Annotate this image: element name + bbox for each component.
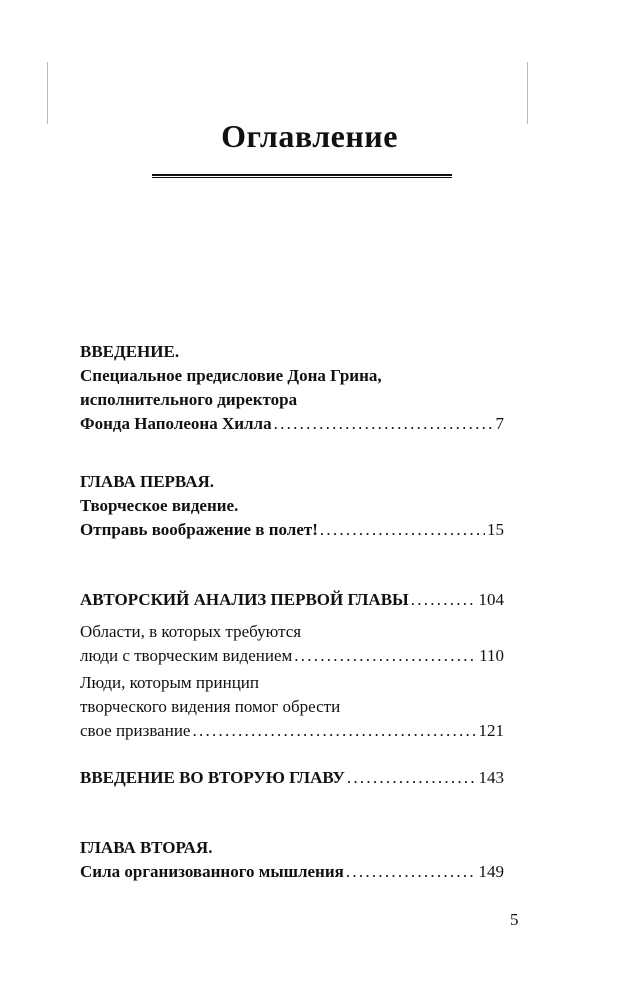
page-ref: 104 — [478, 590, 504, 609]
dot-leader — [346, 860, 477, 884]
dot-leader — [411, 588, 477, 612]
toc-line — [80, 860, 504, 884]
title-rule — [152, 174, 452, 178]
toc-line — [80, 588, 504, 612]
page-ref: 149 — [478, 862, 504, 881]
dot-leader — [347, 766, 477, 790]
toc-text: Творческое видение. — [80, 496, 239, 515]
dot-leader — [320, 518, 485, 542]
toc-line — [80, 364, 504, 388]
page-ref: 143 — [478, 768, 504, 787]
toc-line — [80, 470, 504, 494]
toc-line — [80, 494, 504, 518]
page-ref: 110 — [479, 646, 504, 665]
toc-entry-author-analysis — [80, 588, 504, 743]
crop-mark-left — [47, 62, 48, 124]
page-ref: 121 — [478, 721, 504, 740]
page-number: 5 — [510, 910, 519, 929]
dot-leader — [294, 644, 477, 668]
toc-line — [80, 620, 504, 644]
toc-text: Фонда Наполеона Хилла — [80, 414, 272, 433]
toc-heading: ГЛАВА ВТОРАЯ. — [80, 838, 213, 857]
toc-line — [80, 518, 504, 542]
toc-line — [80, 836, 504, 860]
toc-text: Области, в которых требуются — [80, 622, 302, 641]
toc-entry-chapter-two — [80, 836, 504, 884]
toc-entry-intro-chapter-two — [80, 766, 504, 790]
toc-heading: АВТОРСКИЙ АНАЛИЗ ПЕРВОЙ ГЛАВЫ — [80, 590, 409, 609]
toc-text: люди с творческим видением — [80, 646, 293, 665]
toc-heading: ВВЕДЕНИЕ ВО ВТОРУЮ ГЛАВУ — [80, 768, 345, 787]
toc-line — [80, 388, 504, 412]
page-ref: 15 — [487, 520, 504, 539]
toc-entry-chapter-one — [80, 470, 504, 542]
crop-mark-right — [527, 62, 528, 124]
toc-text: Специальное предисловие Дона Грина, — [80, 366, 382, 385]
toc-line — [80, 719, 504, 743]
toc-text: Сила организованного мышления — [80, 862, 344, 881]
toc-line — [80, 412, 504, 436]
dot-leader — [192, 719, 476, 743]
toc-line — [80, 340, 504, 364]
toc-text: творческого видения помог обрести — [80, 697, 341, 716]
page-ref: 7 — [495, 414, 504, 433]
toc-line — [80, 695, 504, 719]
toc-heading: ГЛАВА ПЕРВАЯ. — [80, 472, 215, 491]
toc-text: Отправь воображение в полет! — [80, 520, 318, 539]
toc-line — [80, 644, 504, 668]
toc-line — [80, 671, 504, 695]
toc-heading: ВВЕДЕНИЕ. — [80, 342, 180, 361]
toc-text: Люди, которым принцип — [80, 673, 260, 692]
toc-line — [80, 766, 504, 790]
toc-text: исполнительного директора — [80, 390, 298, 409]
toc-entry-introduction — [80, 340, 504, 436]
toc-text: свое призвание — [80, 721, 191, 740]
page-title: Оглавление — [221, 118, 398, 154]
dot-leader — [274, 412, 494, 436]
